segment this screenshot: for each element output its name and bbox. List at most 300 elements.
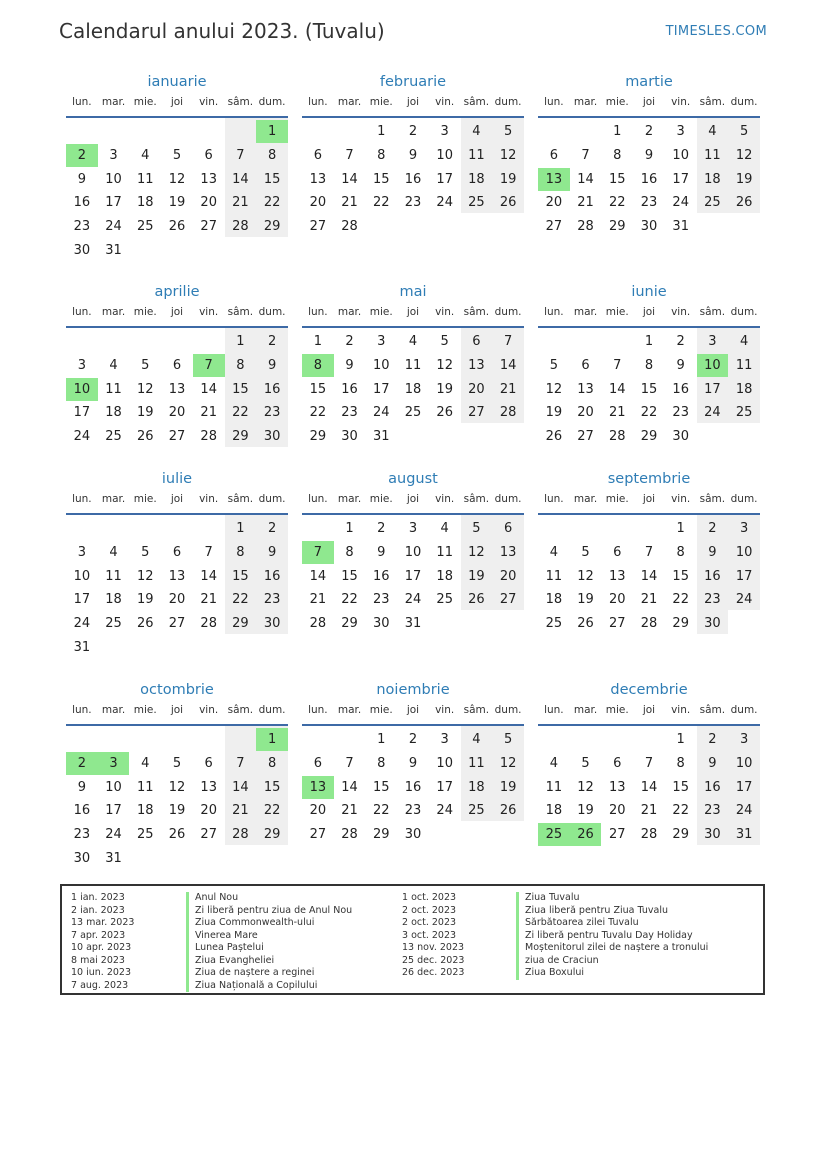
day-cell: 24 (735, 592, 753, 608)
day-cell: 25 (137, 219, 154, 235)
weekday-label: sâm. (699, 306, 726, 318)
day-cell: 15 (263, 171, 281, 187)
day-cell: 20 (200, 195, 217, 211)
day-cell: 12 (499, 755, 517, 771)
day-cell: 15 (672, 568, 689, 584)
day-cell: 19 (168, 195, 186, 211)
legend-date: 1 oct. 2023 (402, 892, 457, 903)
day-cell: 31 (735, 827, 753, 843)
legend-date: 13 nov. 2023 (402, 942, 465, 953)
day-cell: 3 (377, 334, 386, 349)
day-cell: 18 (105, 592, 122, 608)
day-cell: 23 (341, 405, 358, 421)
day-cell: 19 (468, 568, 485, 584)
day-cell: 5 (472, 521, 481, 536)
day-grid (538, 515, 760, 659)
weekday-label: lun. (544, 306, 564, 318)
day-cell: 18 (137, 803, 154, 819)
legend-holiday-name: Zi liberă pentru Tuvalu Day Holiday (516, 930, 708, 943)
day-cell: 10 (373, 357, 390, 373)
day-cell: 22 (609, 195, 626, 211)
day-grid (66, 328, 288, 472)
day-cell: 3 (440, 732, 449, 747)
day-cell: 8 (267, 755, 277, 771)
weekday-label: lun. (544, 96, 564, 108)
day-cell: 18 (468, 171, 485, 187)
weekday-header (538, 700, 760, 726)
day-cell: 17 (436, 171, 453, 187)
day-cell: 9 (77, 171, 86, 187)
day-cell: 20 (499, 568, 517, 584)
day-cell: 23 (704, 803, 721, 819)
site-logo[interactable]: TIMESLES.COM (665, 24, 767, 39)
day-cell: 17 (404, 568, 422, 584)
weekday-label: joi (406, 96, 420, 108)
day-cell: 2 (267, 334, 277, 349)
day-cell: 5 (141, 357, 150, 373)
day-cell: 30 (263, 616, 281, 632)
day-cell: 5 (503, 124, 513, 139)
weekday-label: mie. (133, 96, 157, 108)
month-aprilie (66, 282, 288, 472)
day-cell: 14 (341, 171, 358, 187)
day-cell: 9 (676, 357, 685, 373)
day-cell: 13 (499, 544, 517, 560)
day-cell: 23 (73, 219, 91, 235)
day-cell: 22 (341, 592, 358, 608)
holiday-day-cell: 25 (538, 823, 570, 846)
day-cell: 6 (581, 357, 590, 373)
day-cell: 14 (309, 568, 327, 584)
day-cell: 30 (672, 429, 689, 445)
weekday-label: dum. (258, 493, 286, 505)
weekday-label: mie. (605, 704, 629, 716)
day-cell: 20 (577, 405, 594, 421)
day-cell: 28 (200, 429, 217, 445)
weekday-label: vin. (199, 306, 219, 318)
day-cell: 21 (309, 592, 327, 608)
day-cell: 30 (373, 616, 390, 632)
day-cell: 28 (577, 219, 594, 235)
day-cell: 16 (640, 171, 658, 187)
weekday-header (538, 489, 760, 515)
day-cell: 4 (549, 544, 558, 560)
day-cell: 26 (436, 405, 453, 421)
holiday-day-cell: 1 (256, 728, 288, 751)
day-cell: 19 (577, 803, 594, 819)
day-cell: 27 (468, 405, 485, 421)
weekday-header (538, 92, 760, 118)
day-cell: 28 (200, 616, 217, 632)
weekday-label: joi (642, 704, 656, 716)
day-cell: 19 (545, 405, 563, 421)
day-cell: 30 (640, 219, 658, 235)
holiday-legend (60, 884, 765, 995)
day-cell: 13 (200, 779, 217, 795)
day-cell: 11 (735, 357, 753, 373)
day-cell: 21 (341, 803, 358, 819)
day-cell: 19 (499, 779, 517, 795)
legend-holiday-name: Anul Nou (186, 892, 352, 905)
day-grid (66, 726, 288, 870)
day-cell: 12 (545, 381, 563, 397)
day-cell: 7 (644, 755, 654, 771)
day-cell: 24 (105, 827, 122, 843)
legend-holiday-name: Ziua de naștere a reginei (186, 967, 352, 980)
day-grid (302, 515, 524, 659)
day-cell: 1 (676, 732, 685, 747)
day-grid (66, 515, 288, 659)
day-cell: 4 (739, 334, 749, 349)
weekday-label: sâm. (463, 493, 490, 505)
weekday-label: dum. (730, 493, 758, 505)
day-cell: 12 (168, 779, 186, 795)
day-cell: 17 (672, 171, 689, 187)
day-cell: 19 (436, 381, 453, 397)
day-cell: 6 (503, 521, 513, 536)
day-cell: 4 (408, 334, 418, 349)
day-cell: 25 (137, 827, 154, 843)
day-cell: 19 (577, 592, 594, 608)
day-cell: 16 (341, 381, 358, 397)
day-cell: 14 (341, 779, 358, 795)
day-cell: 10 (105, 171, 122, 187)
month-iulie (66, 469, 288, 659)
day-cell: 21 (499, 381, 517, 397)
day-cell: 21 (341, 195, 358, 211)
day-cell: 17 (373, 381, 390, 397)
day-cell: 4 (549, 755, 558, 771)
holiday-day-cell: 3 (98, 752, 130, 775)
day-cell: 15 (672, 779, 689, 795)
day-cell: 13 (168, 381, 186, 397)
weekday-label: mar. (337, 306, 362, 318)
day-cell: 13 (200, 171, 217, 187)
weekday-label: mar. (573, 704, 598, 716)
day-grid (538, 726, 760, 870)
day-cell: 7 (644, 544, 654, 560)
weekday-label: vin. (671, 96, 691, 108)
day-cell: 30 (73, 851, 91, 866)
weekday-label: vin. (435, 704, 455, 716)
month-name: septembrie (607, 471, 691, 487)
weekday-label: sâm. (699, 96, 726, 108)
day-cell: 29 (341, 616, 358, 632)
day-cell: 20 (468, 381, 485, 397)
day-cell: 6 (613, 544, 622, 560)
weekday-label: mie. (605, 493, 629, 505)
day-cell: 11 (105, 381, 122, 397)
day-cell: 20 (309, 803, 327, 819)
day-cell: 19 (499, 171, 517, 187)
weekday-label: mie. (133, 306, 157, 318)
day-cell: 10 (436, 755, 453, 771)
holiday-day-cell: 8 (302, 354, 334, 377)
day-cell: 11 (545, 568, 563, 584)
day-cell: 12 (577, 568, 594, 584)
weekday-label: vin. (435, 493, 455, 505)
day-cell: 28 (609, 429, 626, 445)
day-grid (66, 118, 288, 262)
day-cell: 18 (105, 405, 122, 421)
day-cell: 11 (436, 544, 453, 560)
weekday-label: vin. (671, 493, 691, 505)
legend-holiday-name: Ziua Boxului (516, 967, 708, 980)
day-cell: 17 (735, 779, 753, 795)
day-cell: 31 (672, 219, 689, 235)
day-cell: 24 (73, 616, 91, 632)
legend-holiday-name: Moștenitorul zilei de naștere a tronului (516, 942, 708, 955)
day-cell: 8 (236, 357, 245, 373)
day-cell: 7 (613, 357, 622, 373)
day-cell: 12 (577, 779, 594, 795)
weekday-label: joi (170, 704, 184, 716)
day-cell: 29 (232, 616, 249, 632)
day-cell: 6 (313, 755, 322, 771)
day-cell: 11 (137, 171, 154, 187)
day-cell: 15 (609, 171, 626, 187)
day-cell: 21 (232, 803, 249, 819)
day-cell: 22 (263, 803, 281, 819)
day-cell: 24 (735, 803, 753, 819)
day-cell: 15 (341, 568, 358, 584)
day-cell: 3 (109, 147, 118, 163)
day-cell: 9 (708, 544, 717, 560)
day-cell: 9 (377, 544, 386, 560)
day-cell: 4 (440, 521, 449, 536)
weekday-label: mie. (369, 96, 393, 108)
day-cell: 1 (644, 334, 654, 349)
weekday-label: dum. (258, 704, 286, 716)
weekday-label: dum. (494, 96, 522, 108)
weekday-label: lun. (308, 306, 328, 318)
day-cell: 16 (263, 568, 281, 584)
day-cell: 6 (313, 147, 322, 163)
day-cell: 12 (735, 147, 753, 163)
month-august (302, 469, 524, 659)
day-cell: 21 (577, 195, 594, 211)
day-grid (538, 328, 760, 472)
day-cell: 23 (672, 405, 689, 421)
day-cell: 18 (404, 381, 422, 397)
day-cell: 18 (436, 568, 453, 584)
day-cell: 3 (708, 334, 717, 349)
legend-holiday-name: ziua de Craciun (516, 955, 708, 968)
weekday-label: lun. (544, 704, 564, 716)
holiday-day-cell: 26 (570, 823, 602, 846)
weekday-label: mie. (605, 96, 629, 108)
day-cell: 24 (73, 429, 91, 445)
day-cell: 17 (735, 568, 753, 584)
day-cell: 11 (545, 779, 563, 795)
day-cell: 11 (468, 755, 485, 771)
day-cell: 23 (404, 803, 422, 819)
month-name: noiembrie (376, 682, 450, 698)
day-cell: 28 (640, 827, 658, 843)
weekday-label: joi (406, 704, 420, 716)
legend-dates-right (402, 892, 464, 980)
day-cell: 13 (577, 381, 594, 397)
day-cell: 2 (644, 124, 654, 139)
day-cell: 29 (232, 429, 249, 445)
weekday-label: vin. (435, 96, 455, 108)
day-cell: 1 (236, 521, 245, 536)
day-cell: 20 (545, 195, 563, 211)
weekday-header (66, 302, 288, 328)
weekday-label: joi (406, 306, 420, 318)
day-cell: 6 (549, 147, 558, 163)
day-cell: 18 (468, 779, 485, 795)
day-cell: 27 (609, 827, 626, 843)
day-cell: 10 (436, 147, 453, 163)
weekday-label: dum. (730, 306, 758, 318)
weekday-label: vin. (199, 96, 219, 108)
weekday-label: sâm. (227, 704, 254, 716)
weekday-label: joi (642, 306, 656, 318)
day-cell: 26 (468, 592, 485, 608)
day-cell: 8 (676, 755, 685, 771)
day-cell: 16 (373, 568, 390, 584)
day-cell: 7 (581, 147, 590, 163)
day-cell: 9 (644, 147, 654, 163)
day-cell: 25 (545, 616, 563, 632)
day-cell: 27 (309, 219, 327, 235)
day-cell: 1 (676, 521, 685, 536)
day-cell: 5 (440, 334, 449, 349)
day-cell: 27 (609, 616, 626, 632)
day-cell: 12 (137, 381, 154, 397)
month-name: octombrie (140, 682, 214, 698)
day-cell: 20 (168, 592, 186, 608)
day-cell: 13 (468, 357, 485, 373)
day-cell: 11 (137, 779, 154, 795)
day-grid (302, 328, 524, 472)
day-cell: 10 (73, 568, 91, 584)
day-cell: 2 (377, 521, 386, 536)
weekday-label: mar. (573, 96, 598, 108)
day-cell: 14 (640, 779, 658, 795)
day-cell: 31 (105, 851, 122, 866)
day-cell: 14 (640, 568, 658, 584)
weekday-label: vin. (199, 493, 219, 505)
day-cell: 15 (232, 381, 249, 397)
day-grid (302, 118, 524, 262)
holiday-day-cell: 13 (302, 776, 334, 799)
day-cell: 24 (404, 592, 422, 608)
day-cell: 23 (704, 592, 721, 608)
weekday-label: dum. (258, 306, 286, 318)
day-cell: 2 (267, 521, 277, 536)
day-cell: 7 (503, 334, 513, 349)
day-cell: 31 (105, 243, 122, 258)
day-cell: 26 (545, 429, 563, 445)
day-cell: 14 (499, 357, 517, 373)
day-cell: 30 (263, 429, 281, 445)
day-cell: 5 (581, 755, 590, 771)
legend-date: 1 ian. 2023 (71, 892, 125, 903)
day-cell: 22 (640, 405, 658, 421)
day-cell: 7 (236, 147, 245, 163)
day-cell: 5 (549, 357, 558, 373)
weekday-label: vin. (671, 306, 691, 318)
month-name: iulie (161, 471, 193, 487)
weekday-label: mar. (337, 704, 362, 716)
day-cell: 28 (232, 827, 249, 843)
day-cell: 5 (141, 544, 150, 560)
weekday-header (66, 489, 288, 515)
day-cell: 4 (109, 357, 118, 373)
day-cell: 25 (735, 405, 753, 421)
day-cell: 7 (204, 544, 213, 560)
legend-date: 26 dec. 2023 (402, 967, 465, 978)
day-cell: 12 (468, 544, 485, 560)
day-cell: 1 (377, 732, 386, 747)
weekday-label: sâm. (463, 306, 490, 318)
day-cell: 21 (640, 592, 658, 608)
holiday-day-cell: 10 (697, 354, 729, 377)
day-cell: 14 (577, 171, 594, 187)
day-cell: 27 (200, 219, 217, 235)
weekday-label: joi (642, 493, 656, 505)
day-cell: 26 (499, 195, 517, 211)
day-cell: 25 (468, 803, 485, 819)
day-cell: 15 (373, 171, 390, 187)
weekday-label: sâm. (227, 96, 254, 108)
weekday-label: mie. (369, 306, 393, 318)
weekday-header (302, 302, 524, 328)
legend-date: 7 apr. 2023 (71, 929, 126, 941)
weekday-label: joi (170, 96, 184, 108)
day-cell: 2 (708, 732, 717, 747)
weekday-label: mie. (369, 493, 393, 505)
day-cell: 6 (172, 357, 182, 373)
month-name: august (388, 471, 438, 487)
day-cell: 3 (739, 521, 749, 536)
day-cell: 9 (267, 544, 277, 560)
month-iunie (538, 282, 760, 472)
day-cell: 15 (309, 381, 327, 397)
legend-holiday-name: Ziua Tuvalu (516, 892, 708, 905)
day-cell: 29 (373, 827, 390, 843)
weekday-label: lun. (72, 96, 92, 108)
day-cell: 23 (73, 827, 91, 843)
day-cell: 14 (609, 381, 626, 397)
day-cell: 5 (172, 147, 182, 163)
day-cell: 2 (708, 521, 717, 536)
weekday-label: vin. (671, 704, 691, 716)
day-cell: 1 (236, 334, 245, 349)
day-cell: 11 (468, 147, 485, 163)
weekday-label: joi (170, 493, 184, 505)
day-cell: 7 (345, 147, 354, 163)
day-cell: 7 (236, 755, 245, 771)
day-cell: 29 (309, 429, 327, 445)
day-cell: 14 (232, 779, 249, 795)
day-cell: 9 (77, 779, 86, 795)
day-cell: 31 (373, 429, 390, 445)
day-cell: 3 (739, 732, 749, 747)
day-cell: 16 (73, 195, 91, 211)
legend-date: 2 oct. 2023 (402, 904, 457, 916)
day-cell: 30 (404, 827, 422, 843)
day-cell: 18 (704, 171, 721, 187)
day-cell: 22 (373, 803, 390, 819)
day-cell: 4 (472, 124, 481, 139)
weekday-label: dum. (494, 704, 522, 716)
weekday-header (302, 700, 524, 726)
weekday-label: mie. (605, 306, 629, 318)
weekday-label: mie. (133, 493, 157, 505)
